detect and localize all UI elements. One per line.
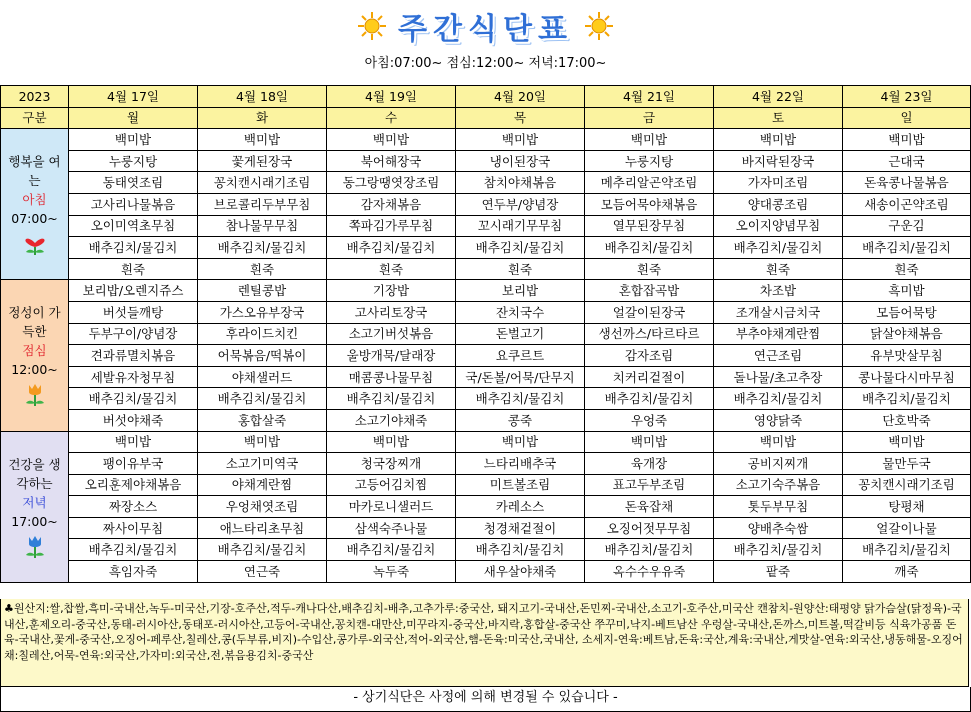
menu-item-cell: 콩죽 [456, 409, 585, 431]
menu-item-cell: 얼갈이나물 [843, 517, 971, 539]
breakfast-label-cell [1, 129, 69, 280]
menu-item-cell: 영양닭죽 [714, 409, 843, 431]
menu-item-cell: 배추김치/물김치 [198, 237, 327, 259]
menu-item-cell: 배추김치/물김치 [585, 539, 714, 561]
menu-item-cell: 배추김치/물김치 [456, 237, 585, 259]
year-cell: 2023 [1, 86, 69, 108]
breakfast-row [1, 193, 971, 215]
menu-item-cell: 기장밥 [327, 280, 456, 302]
origin-notice: ♣원산지:쌀,찹쌀,흑미-국내산,녹두-미국산,기장-호주산,적두-캐나다산,배추김치-배추,고추가루:중국산, 돼지고기-국내산,돈민찌-국내산,소고기-호주산,미국산 캔참치-원양산:태평양 닭가슴살(닭정육)-국내산,훈제오리-중국산,동태-러시아산,동태포-러시아산,고등어-국내산,꽁치캔-대만산,미꾸라지-중국산,바지락,홍합살-중국산 쭈꾸미,낙지-베트남산 우렁살-국내산,돈까스,미트볼,떡갈비등 식육가공품 돈육-국내산,꽃게-중국산,오징어-페루산,칠레산,콩(두부류,비지)-수입산,콩가루-외국산,적어-외국산,햄-돈육:미국산,국내산, 소세지-연육:베트남,돈육:국산,계육:국내산,게맛살-연육:외국산,냉동해물-오징어채:칠레산,어묵-연육:외국산,가자미:외국산,전,볶음용김치-중국산 [0, 599, 969, 687]
gubun-cell: 구분 [1, 107, 69, 129]
heart-flower-icon [21, 230, 49, 256]
menu-item-cell: 백미밥 [714, 431, 843, 453]
menu-item-cell: 국/돈볼/어묵/단무지 [456, 366, 585, 388]
menu-item-cell: 배추김치/물김치 [198, 539, 327, 561]
menu-item-cell: 돌나물/초고추장 [714, 366, 843, 388]
menu-item-cell: 동그랑땡엿장조림 [327, 172, 456, 194]
date-cell: 4월 23일 [843, 86, 971, 108]
menu-item-cell: 청국장찌개 [327, 453, 456, 475]
menu-item-cell: 물만두국 [843, 453, 971, 475]
menu-item-cell: 얼갈이된장국 [585, 301, 714, 323]
menu-item-cell: 흰죽 [456, 258, 585, 280]
menu-item-cell: 백미밥 [198, 431, 327, 453]
menu-item-cell: 브로콜리두부무침 [198, 193, 327, 215]
meal-label-time: 07:00~ [11, 211, 58, 227]
menu-item-cell: 오이미역초무침 [69, 215, 198, 237]
dinner-row [1, 496, 971, 518]
menu-item-cell: 연근죽 [198, 561, 327, 583]
menu-item-cell: 흰죽 [69, 258, 198, 280]
menu-item-cell: 배추김치/물김치 [843, 388, 971, 410]
menu-item-cell: 청경채겉절이 [456, 517, 585, 539]
menu-item-cell: 열무된장무침 [585, 215, 714, 237]
menu-item-cell: 톳두부무침 [714, 496, 843, 518]
menu-item-cell: 소고기미역국 [198, 453, 327, 475]
meal-label-desc: 행복을 여는 [8, 154, 61, 189]
menu-item-cell: 꽃게된장국 [198, 150, 327, 172]
breakfast-row [1, 215, 971, 237]
menu-item-cell: 혼합잡곡밥 [585, 280, 714, 302]
lunch-row [1, 280, 971, 302]
menu-item-cell: 배추김치/물김치 [456, 388, 585, 410]
menu-item-cell: 견과류멸치볶음 [69, 345, 198, 367]
menu-item-cell: 깨죽 [843, 561, 971, 583]
menu-item-cell: 모듬어묵야채볶음 [585, 193, 714, 215]
tulip-icon [21, 533, 49, 559]
dinner-row [1, 474, 971, 496]
menu-item-cell: 녹두죽 [327, 561, 456, 583]
menu-item-cell: 백미밥 [843, 129, 971, 151]
breakfast-row [1, 129, 971, 151]
menu-item-cell: 꽁치캔시래기조림 [843, 474, 971, 496]
footer-notice: - 상기식단은 사정에 의해 변경될 수 있습니다 - [0, 687, 971, 712]
breakfast-row [1, 172, 971, 194]
breakfast-row [1, 258, 971, 280]
menu-item-cell: 고등어김치찜 [327, 474, 456, 496]
menu-item-cell: 느타리배추국 [456, 453, 585, 475]
menu-item-cell: 돈벌고기 [456, 323, 585, 345]
meal-label-name: 저녁 [22, 494, 47, 510]
menu-item-cell: 감자조림 [585, 345, 714, 367]
menu-item-cell: 메추리알곤약조림 [585, 172, 714, 194]
menu-item-cell: 야채계란찜 [198, 474, 327, 496]
dinner-label-cell [1, 431, 69, 582]
day-cell: 금 [585, 107, 714, 129]
menu-item-cell: 홍합살죽 [198, 409, 327, 431]
menu-item-cell: 백미밥 [714, 129, 843, 151]
menu-item-cell: 모듬어묵탕 [843, 301, 971, 323]
menu-item-cell: 어묵볶음/떡볶이 [198, 345, 327, 367]
menu-item-cell: 배추김치/물김치 [69, 237, 198, 259]
menu-item-cell: 렌틸콩밥 [198, 280, 327, 302]
menu-item-cell: 연근조림 [714, 345, 843, 367]
menu-item-cell: 누룽지탕 [69, 150, 198, 172]
dinner-row [1, 431, 971, 453]
meal-label-time: 17:00~ [11, 513, 58, 529]
day-cell: 일 [843, 107, 971, 129]
menu-item-cell: 백미밥 [69, 129, 198, 151]
menu-item-cell: 배추김치/물김치 [843, 539, 971, 561]
menu-item-cell: 매콤콩나물무침 [327, 366, 456, 388]
menu-item-cell: 백미밥 [327, 431, 456, 453]
menu-item-cell: 배추김치/물김치 [585, 237, 714, 259]
menu-item-cell: 연두부/양념장 [456, 193, 585, 215]
tulip-icon [21, 381, 49, 407]
lunch-row [1, 345, 971, 367]
menu-item-cell: 옥수수우유죽 [585, 561, 714, 583]
menu-item-cell: 부추야채계란찜 [714, 323, 843, 345]
lunch-row [1, 366, 971, 388]
lunch-row [1, 301, 971, 323]
menu-item-cell: 닭살야채볶음 [843, 323, 971, 345]
menu-item-cell: 흰죽 [327, 258, 456, 280]
breakfast-row [1, 150, 971, 172]
menu-item-cell: 꽁치캔시래기조림 [198, 172, 327, 194]
menu-item-cell: 양대콩조림 [714, 193, 843, 215]
menu-item-cell: 삼색숙주나물 [327, 517, 456, 539]
day-cell: 화 [198, 107, 327, 129]
menu-item-cell: 소고기버섯볶음 [327, 323, 456, 345]
menu-item-cell: 백미밥 [843, 431, 971, 453]
dinner-row [1, 517, 971, 539]
menu-item-cell: 오징어젓무무침 [585, 517, 714, 539]
dinner-row [1, 561, 971, 583]
lunch-row [1, 409, 971, 431]
date-cell: 4월 20일 [456, 86, 585, 108]
date-cell: 4월 18일 [198, 86, 327, 108]
menu-item-cell: 미트볼조림 [456, 474, 585, 496]
menu-item-cell: 돈육콩나물볶음 [843, 172, 971, 194]
menu-item-cell: 마카로니샐러드 [327, 496, 456, 518]
menu-item-cell: 카레소스 [456, 496, 585, 518]
menu-item-cell: 육개장 [585, 453, 714, 475]
sun-icon [584, 11, 614, 41]
menu-item-cell: 팥죽 [714, 561, 843, 583]
menu-item-cell: 짜사이무침 [69, 517, 198, 539]
menu-item-cell: 냉이된장국 [456, 150, 585, 172]
menu-item-cell: 가자미조림 [714, 172, 843, 194]
day-cell: 토 [714, 107, 843, 129]
menu-item-cell: 보리밥 [456, 280, 585, 302]
menu-item-cell: 팽이유부국 [69, 453, 198, 475]
menu-item-cell: 배추김치/물김치 [69, 388, 198, 410]
meal-label-desc: 건강을 생각하는 [8, 456, 61, 491]
dinner-row [1, 539, 971, 561]
date-cell: 4월 21일 [585, 86, 714, 108]
menu-item-cell: 백미밥 [327, 129, 456, 151]
menu-item-cell: 공비지찌개 [714, 453, 843, 475]
menu-item-cell: 표고두부조림 [585, 474, 714, 496]
menu-item-cell: 배추김치/물김치 [843, 237, 971, 259]
menu-item-cell: 보리밥/오렌지쥬스 [69, 280, 198, 302]
menu-item-cell: 치커리겉절이 [585, 366, 714, 388]
menu-item-cell: 버섯들깨탕 [69, 301, 198, 323]
meal-times: 아침:07:00~ 점심:12:00~ 저녁:17:00~ [364, 56, 607, 71]
menu-item-cell: 흰죽 [714, 258, 843, 280]
menu-item-cell: 북어해장국 [327, 150, 456, 172]
page-title: 주간식단표 [398, 12, 573, 47]
menu-item-cell: 바지락된장국 [714, 150, 843, 172]
menu-item-cell: 흰죽 [585, 258, 714, 280]
menu-item-cell: 돈육잡채 [585, 496, 714, 518]
menu-item-cell: 소고기야채죽 [327, 409, 456, 431]
meal-label-name: 점심 [22, 343, 47, 359]
menu-item-cell: 차조밥 [714, 280, 843, 302]
menu-item-cell: 백미밥 [585, 129, 714, 151]
menu-item-cell: 배추김치/물김치 [714, 388, 843, 410]
menu-item-cell: 두부구이/양념장 [69, 323, 198, 345]
menu-item-cell: 새송이곤약조림 [843, 193, 971, 215]
menu-item-cell: 세발유자청무침 [69, 366, 198, 388]
menu-item-cell: 요쿠르트 [456, 345, 585, 367]
menu-item-cell: 유부맛살무침 [843, 345, 971, 367]
menu-item-cell: 근대국 [843, 150, 971, 172]
menu-item-cell: 배추김치/물김치 [456, 539, 585, 561]
menu-item-cell: 흰죽 [198, 258, 327, 280]
menu-item-cell: 배추김치/물김치 [327, 237, 456, 259]
menu-item-cell: 가스오유부장국 [198, 301, 327, 323]
menu-item-cell: 고사리나물볶음 [69, 193, 198, 215]
menu-item-cell: 버섯야채죽 [69, 409, 198, 431]
menu-item-cell: 고사리토장국 [327, 301, 456, 323]
menu-table [0, 85, 971, 583]
day-row [1, 107, 971, 129]
sun-icon [357, 11, 387, 41]
menu-item-cell: 배추김치/물김치 [69, 539, 198, 561]
header [0, 0, 971, 85]
lunch-label-cell [1, 280, 69, 431]
title-bar [0, 4, 971, 48]
menu-item-cell: 오리훈제야채볶음 [69, 474, 198, 496]
menu-item-cell: 애느타리초무침 [198, 517, 327, 539]
date-row [1, 86, 971, 108]
menu-item-cell: 백미밥 [585, 431, 714, 453]
menu-item-cell: 구운김 [843, 215, 971, 237]
menu-item-cell: 울방개묵/달래장 [327, 345, 456, 367]
menu-item-cell: 꼬시래기무무침 [456, 215, 585, 237]
menu-item-cell: 쪽파김가루무침 [327, 215, 456, 237]
menu-item-cell: 배추김치/물김치 [327, 539, 456, 561]
menu-item-cell: 흑임자죽 [69, 561, 198, 583]
menu-item-cell: 배추김치/물김치 [714, 539, 843, 561]
menu-item-cell: 잔치국수 [456, 301, 585, 323]
menu-item-cell: 짜장소스 [69, 496, 198, 518]
menu-item-cell: 누룽지탕 [585, 150, 714, 172]
menu-item-cell: 콩나물다시마무침 [843, 366, 971, 388]
day-cell: 월 [69, 107, 198, 129]
menu-item-cell: 참나물무무침 [198, 215, 327, 237]
menu-item-cell: 후라이드치킨 [198, 323, 327, 345]
date-cell: 4월 19일 [327, 86, 456, 108]
menu-item-cell: 배추김치/물김치 [198, 388, 327, 410]
menu-item-cell: 백미밥 [456, 431, 585, 453]
menu-item-cell: 양배추숙쌈 [714, 517, 843, 539]
meal-label-desc: 정성이 가득한 [8, 305, 61, 340]
menu-item-cell: 단호박죽 [843, 409, 971, 431]
meal-label-name: 아침 [22, 192, 47, 208]
meal-label-time: 12:00~ [11, 362, 58, 378]
menu-item-cell: 백미밥 [198, 129, 327, 151]
date-cell: 4월 17일 [69, 86, 198, 108]
day-cell: 수 [327, 107, 456, 129]
menu-item-cell: 배추김치/물김치 [327, 388, 456, 410]
menu-item-cell: 우엉죽 [585, 409, 714, 431]
day-cell: 목 [456, 107, 585, 129]
menu-item-cell: 백미밥 [456, 129, 585, 151]
date-cell: 4월 22일 [714, 86, 843, 108]
menu-item-cell: 탕평채 [843, 496, 971, 518]
menu-item-cell: 흑미밥 [843, 280, 971, 302]
menu-item-cell: 배추김치/물김치 [714, 237, 843, 259]
menu-item-cell: 참치야채볶음 [456, 172, 585, 194]
menu-item-cell: 오이지양념무침 [714, 215, 843, 237]
lunch-row [1, 323, 971, 345]
dinner-row [1, 453, 971, 475]
menu-item-cell: 백미밥 [69, 431, 198, 453]
breakfast-row [1, 237, 971, 259]
menu-item-cell: 새우살야채죽 [456, 561, 585, 583]
menu-item-cell: 감자채볶음 [327, 193, 456, 215]
menu-item-cell: 소고기숙주볶음 [714, 474, 843, 496]
menu-item-cell: 배추김치/물김치 [585, 388, 714, 410]
menu-item-cell: 동태엿조림 [69, 172, 198, 194]
menu-item-cell: 생선까스/타르타르 [585, 323, 714, 345]
lunch-row [1, 388, 971, 410]
menu-item-cell: 야채샐러드 [198, 366, 327, 388]
menu-item-cell: 흰죽 [843, 258, 971, 280]
menu-item-cell: 우엉채엿조림 [198, 496, 327, 518]
menu-item-cell: 조개살시금치국 [714, 301, 843, 323]
